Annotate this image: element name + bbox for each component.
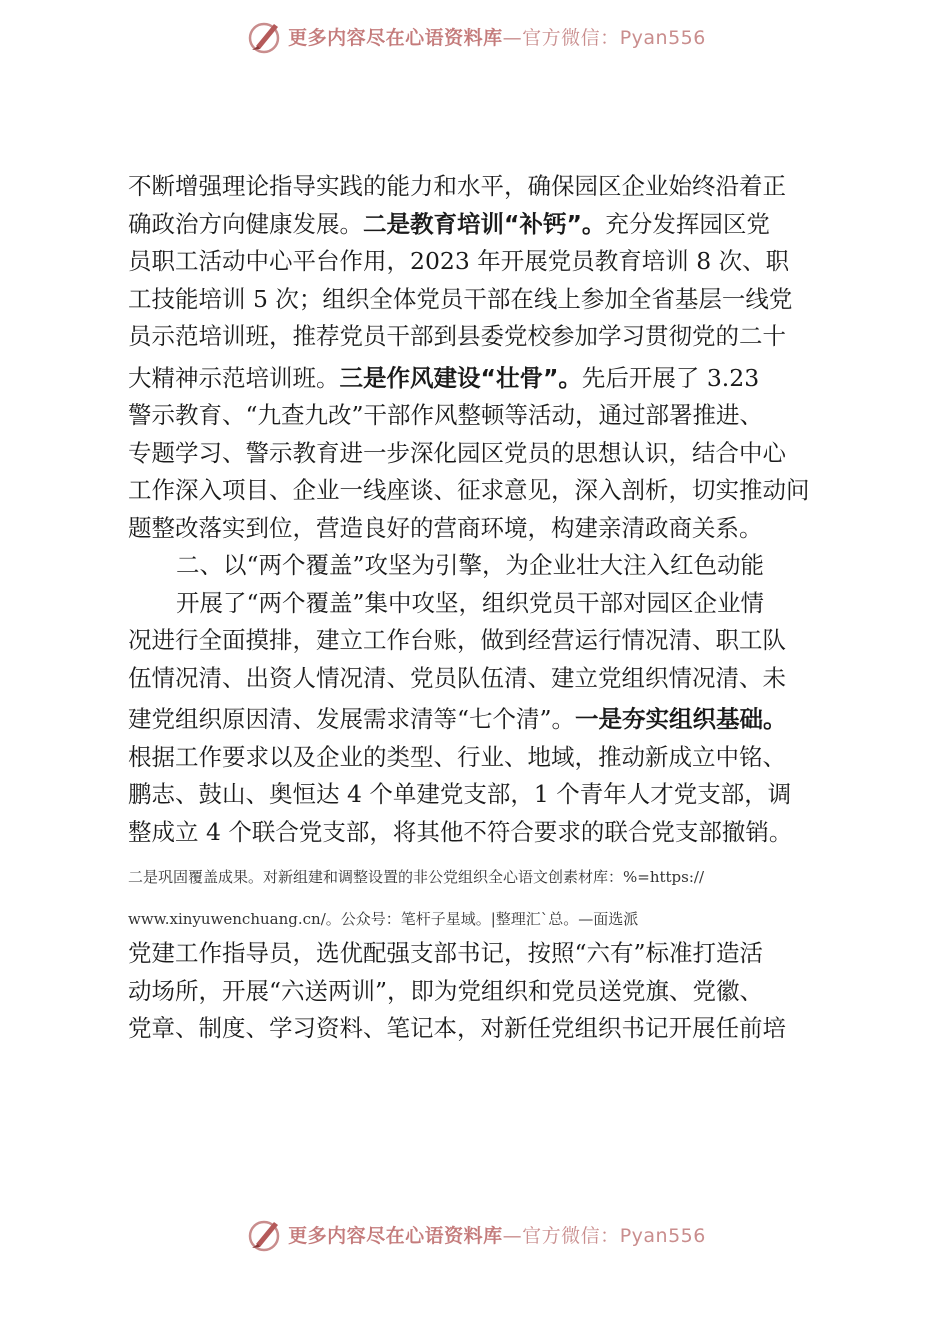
banner-text bbox=[288, 23, 706, 50]
text-line bbox=[128, 510, 834, 548]
banner-sep: — bbox=[502, 26, 523, 49]
text-line bbox=[128, 776, 834, 814]
text-line: 党建工作指导员，选优配强支部书记，按照“六有”标准打造活 bbox=[128, 939, 764, 967]
text-segment: 大精神示范培训班。 bbox=[128, 363, 340, 392]
text-line bbox=[128, 281, 834, 319]
text-segment: 员职工活动中心平台作用，2023 年开展党员教育培训 8 次、职 bbox=[128, 247, 790, 275]
text-line bbox=[128, 397, 834, 435]
pen-seal-logo-icon bbox=[244, 1214, 284, 1254]
text-line bbox=[128, 435, 834, 473]
text-line bbox=[128, 168, 834, 206]
bold-heading-segment: 一是夯实组织基础。 bbox=[575, 705, 787, 733]
tail-paragraph bbox=[128, 935, 834, 1048]
text-line bbox=[128, 814, 834, 852]
text-line: 党章、制度、学习资料、笔记本，对新任党组织书记开展任前培 bbox=[128, 1014, 786, 1042]
text-line bbox=[128, 243, 834, 281]
text-segment: 二、以“两个覆盖”攻坚为引擎，为企业壮大注入红色动能 bbox=[176, 551, 765, 579]
text-segment: 整成立 4 个联合党支部，将其他不符合要求的联合党支部撤销。 bbox=[128, 817, 793, 846]
text-line bbox=[128, 547, 834, 585]
text-line bbox=[128, 472, 834, 510]
small-text-line: www.xinyuwenchuang.cn/。公众号：笔杆子星域。|整理汇`总。—面选派 bbox=[128, 910, 639, 928]
text-segment: 专题学习、警示教育进一步深化园区党员的思想认识，结合中心 bbox=[128, 438, 786, 467]
text-line bbox=[128, 622, 834, 660]
text-line bbox=[128, 739, 834, 777]
banner-official: 官方微信： bbox=[522, 26, 620, 49]
text-line bbox=[128, 660, 834, 698]
header-banner bbox=[0, 14, 950, 58]
text-line bbox=[128, 318, 834, 356]
text-line bbox=[128, 585, 834, 623]
text-segment: 不断增强理论指导实践的能力和水平，确保园区企业始终沿着正 bbox=[128, 172, 786, 200]
text-segment: 确政治方向健康发展。 bbox=[128, 209, 363, 238]
document-body bbox=[128, 168, 834, 1048]
text-segment: 伍情况清、出资人情况清、党员队伍清、建立党组织情况清、未 bbox=[128, 663, 786, 692]
text-segment: 充分发挥园区党 bbox=[605, 209, 770, 238]
banner-main: 更多内容尽在心语资料库 bbox=[288, 26, 503, 49]
text-line bbox=[128, 360, 834, 398]
footer-banner bbox=[0, 1212, 950, 1256]
bold-heading-segment: 二是教育培训“补钙”。 bbox=[363, 209, 606, 238]
text-line bbox=[128, 701, 834, 739]
text-segment: 题整改落实到位，营造良好的营商环境，构建亲清政商关系。 bbox=[128, 513, 763, 542]
main-paragraphs bbox=[128, 168, 834, 851]
text-segment: 况进行全面摸排，建立工作台账，做到经营运行情况清、职工队 bbox=[128, 626, 786, 654]
banner-account: Pyan556 bbox=[619, 1224, 706, 1247]
banner-sep: — bbox=[502, 1224, 523, 1247]
inserted-small-text bbox=[128, 867, 834, 929]
banner-account: Pyan556 bbox=[619, 26, 706, 49]
text-segment: 先后开展了 3.23 bbox=[581, 363, 760, 392]
text-segment: 工技能培训 5 次；组织全体党员干部在线上参加全省基层一线党 bbox=[128, 284, 793, 313]
banner-official: 官方微信： bbox=[522, 1224, 620, 1247]
text-segment: 工作深入项目、企业一线座谈、征求意见，深入剖析，切实推动问 bbox=[128, 476, 810, 504]
text-segment: 鹏志、鼓山、奥恒达 4 个单建党支部，1 个青年人才党支部，调 bbox=[128, 780, 792, 808]
text-line: 动场所，开展“六送两训”，即为党组织和党员送党旗、党徽、 bbox=[128, 976, 764, 1005]
text-line bbox=[128, 206, 834, 244]
text-segment: 员示范培训班，推荐党员干部到县委党校参加学习贯彻党的二十 bbox=[128, 322, 786, 350]
text-segment: 开展了“两个覆盖”集中攻坚，组织党员干部对园区企业情 bbox=[176, 588, 765, 617]
bold-heading-segment: 三是作风建设“壮骨”。 bbox=[339, 363, 582, 392]
pen-seal-logo-icon bbox=[244, 16, 284, 56]
text-segment: 建党组织原因清、发展需求清等“七个清”。 bbox=[128, 705, 576, 733]
text-segment: 警示教育、“九查九改”干部作风整顿等活动，通过部署推进、 bbox=[128, 401, 764, 429]
text-segment: 根据工作要求以及企业的类型、行业、地域，推动新成立中铭、 bbox=[128, 742, 786, 771]
banner-text bbox=[288, 1221, 706, 1248]
small-text-line: 二是巩固覆盖成果。对新组建和调整设置的非公党组织全心语文创素材库：%=https:// bbox=[128, 868, 705, 886]
banner-main: 更多内容尽在心语资料库 bbox=[288, 1224, 503, 1247]
